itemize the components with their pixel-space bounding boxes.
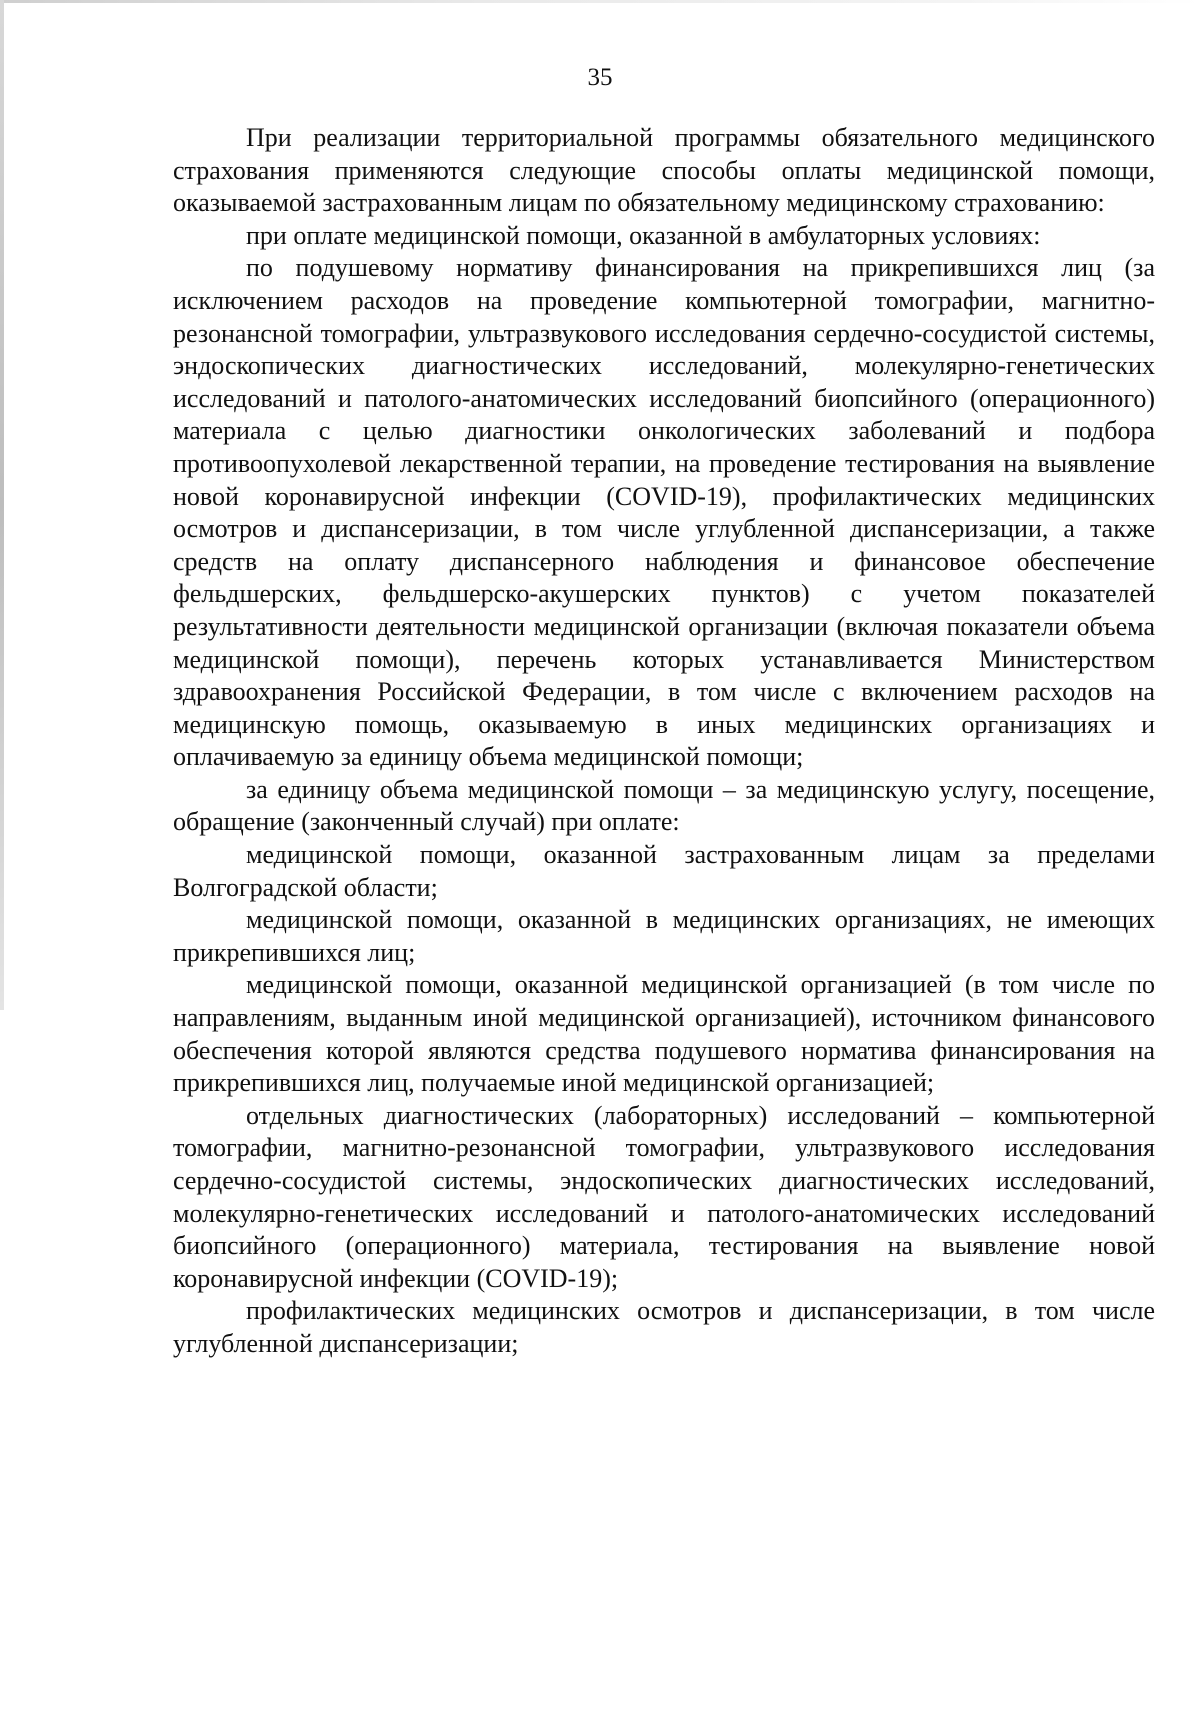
paragraph-referrals: медицинской помощи, оказанной медицинской организацией (в том числе по направлениям, выданным иной медицинской организацией), источником финансового обеспечения которой являются средства подушевого норматива финансирования на прикрепившихся лиц, получаемые иной медицинской организацией; (173, 970, 1155, 1098)
paragraph-diagnostics: отдельных диагностических (лабораторных) исследований – компьютерной томографии, магнитно-резонансной томографии, ультразвукового исследования сердечно-сосудистой системы, эндоскопических диагностических исследований, молекулярно-генетических исследований и патолого-анатомических исследований биопсийного (операционного) материала, тестирования на выявление новой коронавирусной инфекции (COVID-19); (173, 1100, 1155, 1293)
paragraph-no-attached: медицинской помощи, оказанной в медицинских организациях, не имеющих прикрепившихся лиц; (173, 905, 1155, 967)
paragraph-preventive: профилактических медицинских осмотров и диспансеризации, в том числе углубленной диспансеризации; (173, 1296, 1155, 1358)
paragraph-outside-region: медицинской помощи, оказанной застрахованным лицам за пределами Волгоградской области; (173, 840, 1155, 902)
paragraph-ambulatory: при оплате медицинской помощи, оказанной в амбулаторных условиях: (246, 220, 1041, 250)
paragraph-per-capita: по подушевому нормативу финансирования на прикрепившихся лиц (за исключением расходов на проведение компьютерной томографии, магнитно-резонансной томографии, ультразвукового исследования сердечно-сосудистой системы, эндоскопических диагностических исследований, молекулярно-генетических исследований и патолого-анатомических исследований биопсийного (операционного) материала с целью диагностики онкологических заболеваний и подбора противоопухолевой лекарственной терапии, на проведение тестирования на выявление новой коронавирусной инфекции (COVID-19), профилактических медицинских осмотров и диспансеризации, в том числе углубленной диспансеризации, а также средств на оплату диспансерного наблюдения и финансовое обеспечение фельдшерских, фельдшерско-акушерских пунктов) с учетом показателей результативности деятельности медицинской организации (включая показатели объема медицинской помощи), перечень которых устанавливается Министерством здравоохранения Российской Федерации, в том числе с включением расходов на медицинскую помощь, оказываемую в иных медицинских организациях и оплачиваемую за единицу объема медицинской помощи; (173, 253, 1155, 772)
document-body (173, 122, 1155, 1361)
paragraph-intro: При реализации территориальной программы обязательного медицинского страхования применяются следующие способы оплаты медицинской помощи, оказываемой застрахованным лицам по обязательному медицинскому страхованию: (173, 123, 1155, 218)
scan-left-edge (0, 0, 4, 1010)
scan-top-edge (0, 0, 1200, 3)
paragraph-per-unit: за единицу объема медицинской помощи – за медицинскую услугу, посещение, обращение (законченный случай) при оплате: (173, 774, 1155, 837)
page-number: 35 (587, 64, 613, 91)
